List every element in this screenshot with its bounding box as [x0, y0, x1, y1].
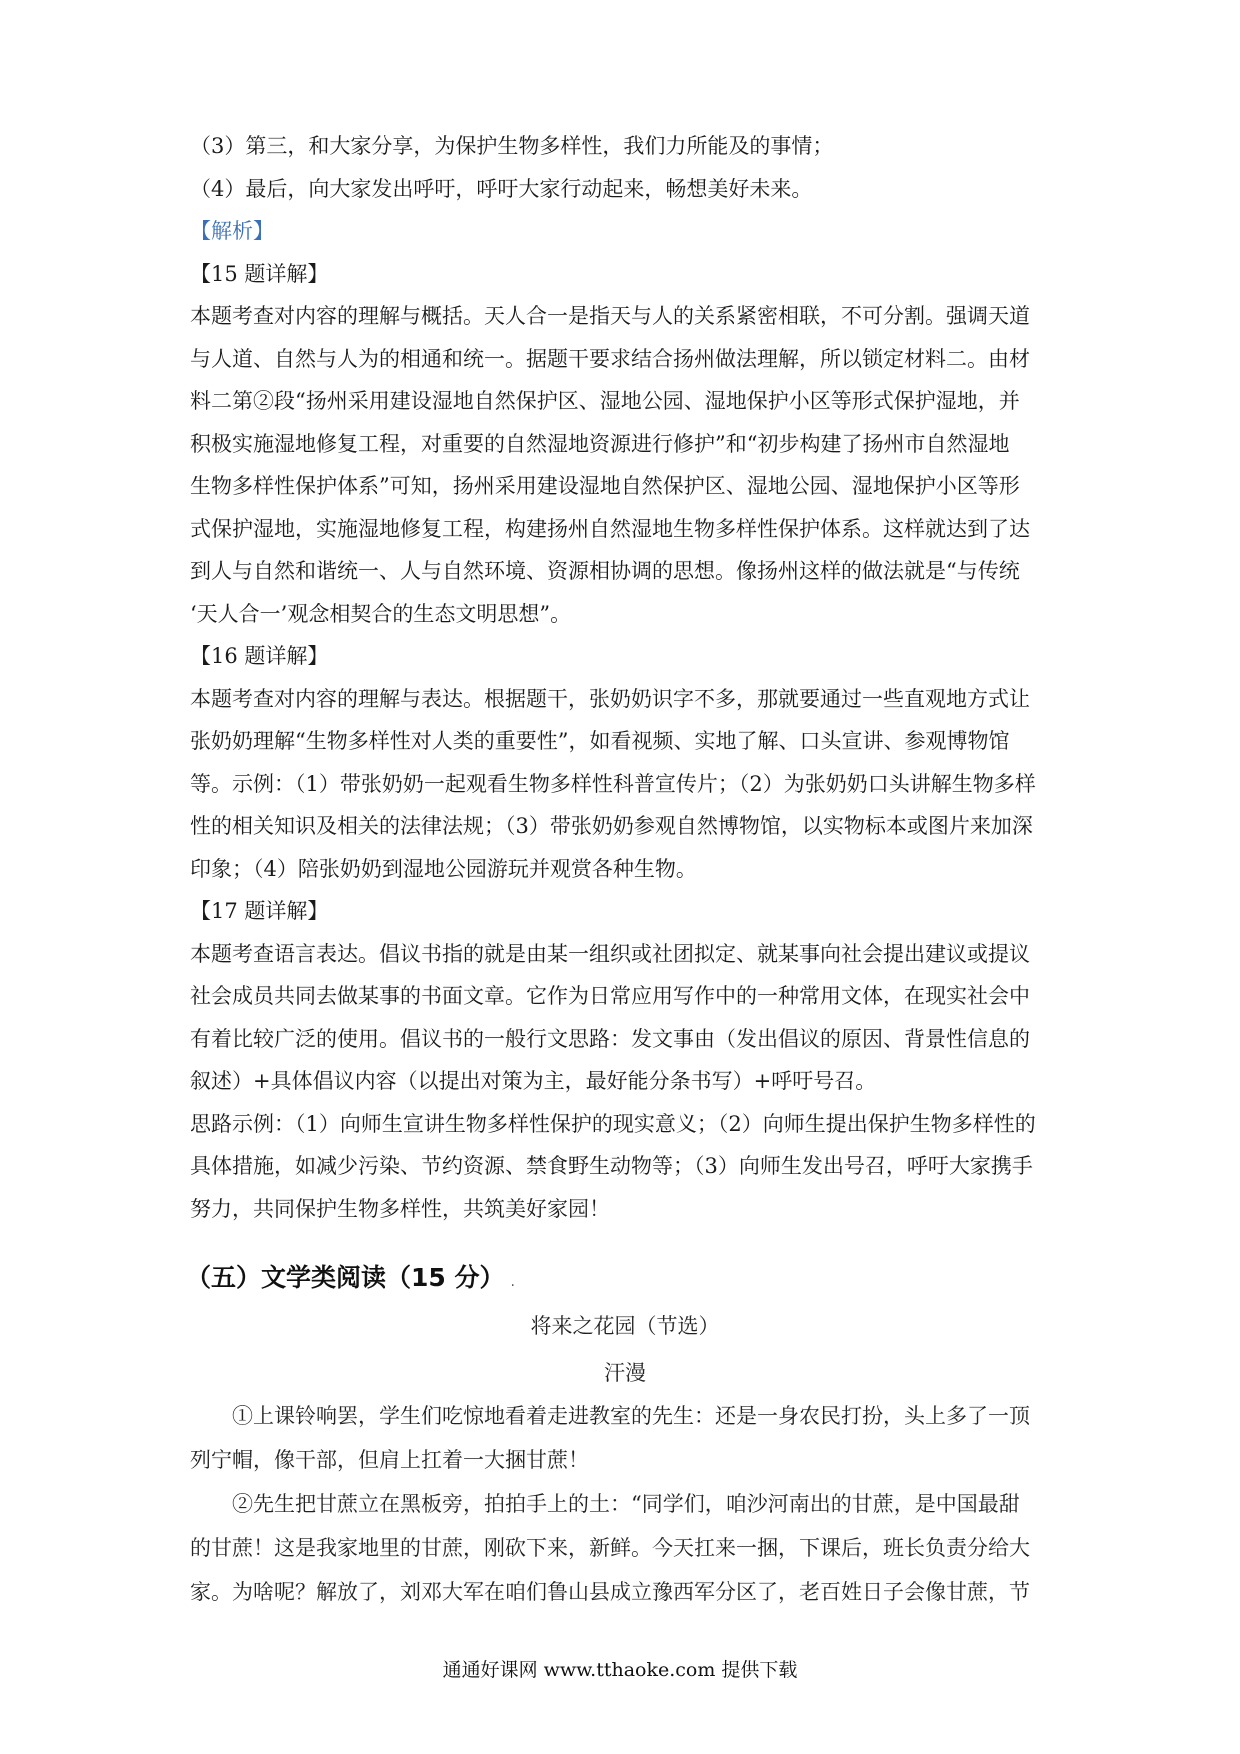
footer-credit: 通通好课网 www.tthaoke.com 提供下载	[442, 1659, 798, 1681]
q16-line: 印象；（4）陪张奶奶到湿地公园游玩并观赏各种生物。	[190, 856, 697, 881]
q15-line: ‘天人合一’观念相契合的生态文明思想”。	[190, 601, 572, 626]
q16-line: 张奶奶理解“生物多样性对人类的重要性”，如看视频、实地了解、口头宣讲、参观博物馆	[190, 729, 1010, 753]
answer-block	[190, 125, 1060, 1230]
q17-line: 叙述）+具体倡议内容（以提出对策为主，最好能分条书写）+呼吁号召。	[190, 1069, 877, 1093]
story-paragraph-1-line: 列宁帽，像干部，但肩上扛着一大捆甘蔗！	[190, 1448, 589, 1472]
story-paragraph-2-line: ②先生把甘蔗立在黑板旁，拍拍手上的土：“同学们，咱沙河南出的甘蔗，是中国最甜	[232, 1492, 1020, 1516]
section-heading-mark: .	[510, 1274, 515, 1290]
q16-line: 性的相关知识及相关的法律法规；（3）带张奶奶参观自然博物馆，以实物标本或图片来加深	[190, 814, 1033, 838]
q17-line: 有着比较广泛的使用。倡议书的一般行文思路：发文事由（发出倡议的原因、背景性信息的	[190, 1026, 1030, 1051]
story-paragraph-1-line: ①上课铃响罢，学生们吃惊地看着走进教室的先生：还是一身农民打扮，头上多了一顶	[232, 1404, 1030, 1428]
section-heading	[186, 1258, 515, 1294]
q16-line: 等。示例：（1）带张奶奶一起观看生物多样性科普宣传片；（2）为张奶奶口头讲解生物多样	[190, 771, 1036, 796]
q15-line: 积极实施湿地修复工程，对重要的自然湿地资源进行修护”和“初步构建了扬州市自然湿地	[190, 431, 1010, 456]
q15-line: 本题考查对内容的理解与概括。天人合一是指天与人的关系紧密相联，不可分割。强调天道	[190, 304, 1030, 328]
q17-line: 本题考查语言表达。倡议书指的就是由某一组织或社团拟定、就某事向社会提出建议或提议	[190, 941, 1030, 966]
story-paragraph-2-line: 家。为啥呢？解放了，刘邓大军在咱们鲁山县成立豫西军分区了，老百姓日子会像甘蔗，节	[190, 1580, 1030, 1604]
q17-line: 思路示例：（1）向师生宣讲生物多样性保护的现实意义；（2）向师生提出保护生物多样性的	[190, 1111, 1036, 1136]
q15-line: 式保护湿地，实施湿地修复工程，构建扬州自然湿地生物多样性保护体系。这样就达到了达	[190, 516, 1030, 541]
q16-line: 本题考查对内容的理解与表达。根据题干，张奶奶识字不多，那就要通过一些直观地方式让	[190, 686, 1030, 711]
answer-line-3: （3）第三，和大家分享，为保护生物多样性，我们力所能及的事情；	[190, 134, 834, 158]
story-body	[190, 1394, 1060, 1614]
section-heading-text: （五）文学类阅读（15 分）	[186, 1263, 505, 1292]
q17-title: 【17 题详解】	[190, 899, 329, 923]
q15-title: 【15 题详解】	[190, 261, 329, 286]
q15-line: 料二第②段“扬州采用建设湿地自然保护区、湿地公园、湿地保护小区等形式保护湿地，并	[190, 389, 1020, 413]
q16-title: 【16 题详解】	[190, 644, 329, 668]
answer-line-4: （4）最后，向大家发出呼吁，呼吁大家行动起来，畅想美好未来。	[190, 176, 813, 201]
story-paragraph-2-line: 的甘蔗！这是我家地里的甘蔗，刚砍下来，新鲜。今天扛来一捆，下课后，班长负责分给大	[190, 1536, 1030, 1560]
q17-line: 具体措施，如减少污染、节约资源、禁食野生动物等；（3）向师生发出号召，呼吁大家携手	[190, 1154, 1033, 1178]
q17-line: 努力，共同保护生物多样性，共筑美好家园！	[190, 1196, 610, 1221]
q17-line: 社会成员共同去做某事的书面文章。它作为日常应用写作中的一种常用文体，在现实社会中	[190, 984, 1030, 1008]
q15-line: 到人与自然和谐统一、人与自然环境、资源相协调的思想。像扬州这样的做法就是“与传统	[190, 559, 1020, 583]
q15-line: 与人道、自然与人为的相通和统一。据题干要求结合扬州做法理解，所以锁定材料二。由材	[190, 346, 1030, 371]
story-title: 将来之花园（节选）	[530, 1314, 720, 1338]
analysis-label: 【解析】	[190, 219, 274, 243]
story-author: 汗漫	[604, 1361, 646, 1385]
q15-line: 生物多样性保护体系”可知，扬州采用建设湿地自然保护区、湿地公园、湿地保护小区等形	[190, 474, 1020, 498]
